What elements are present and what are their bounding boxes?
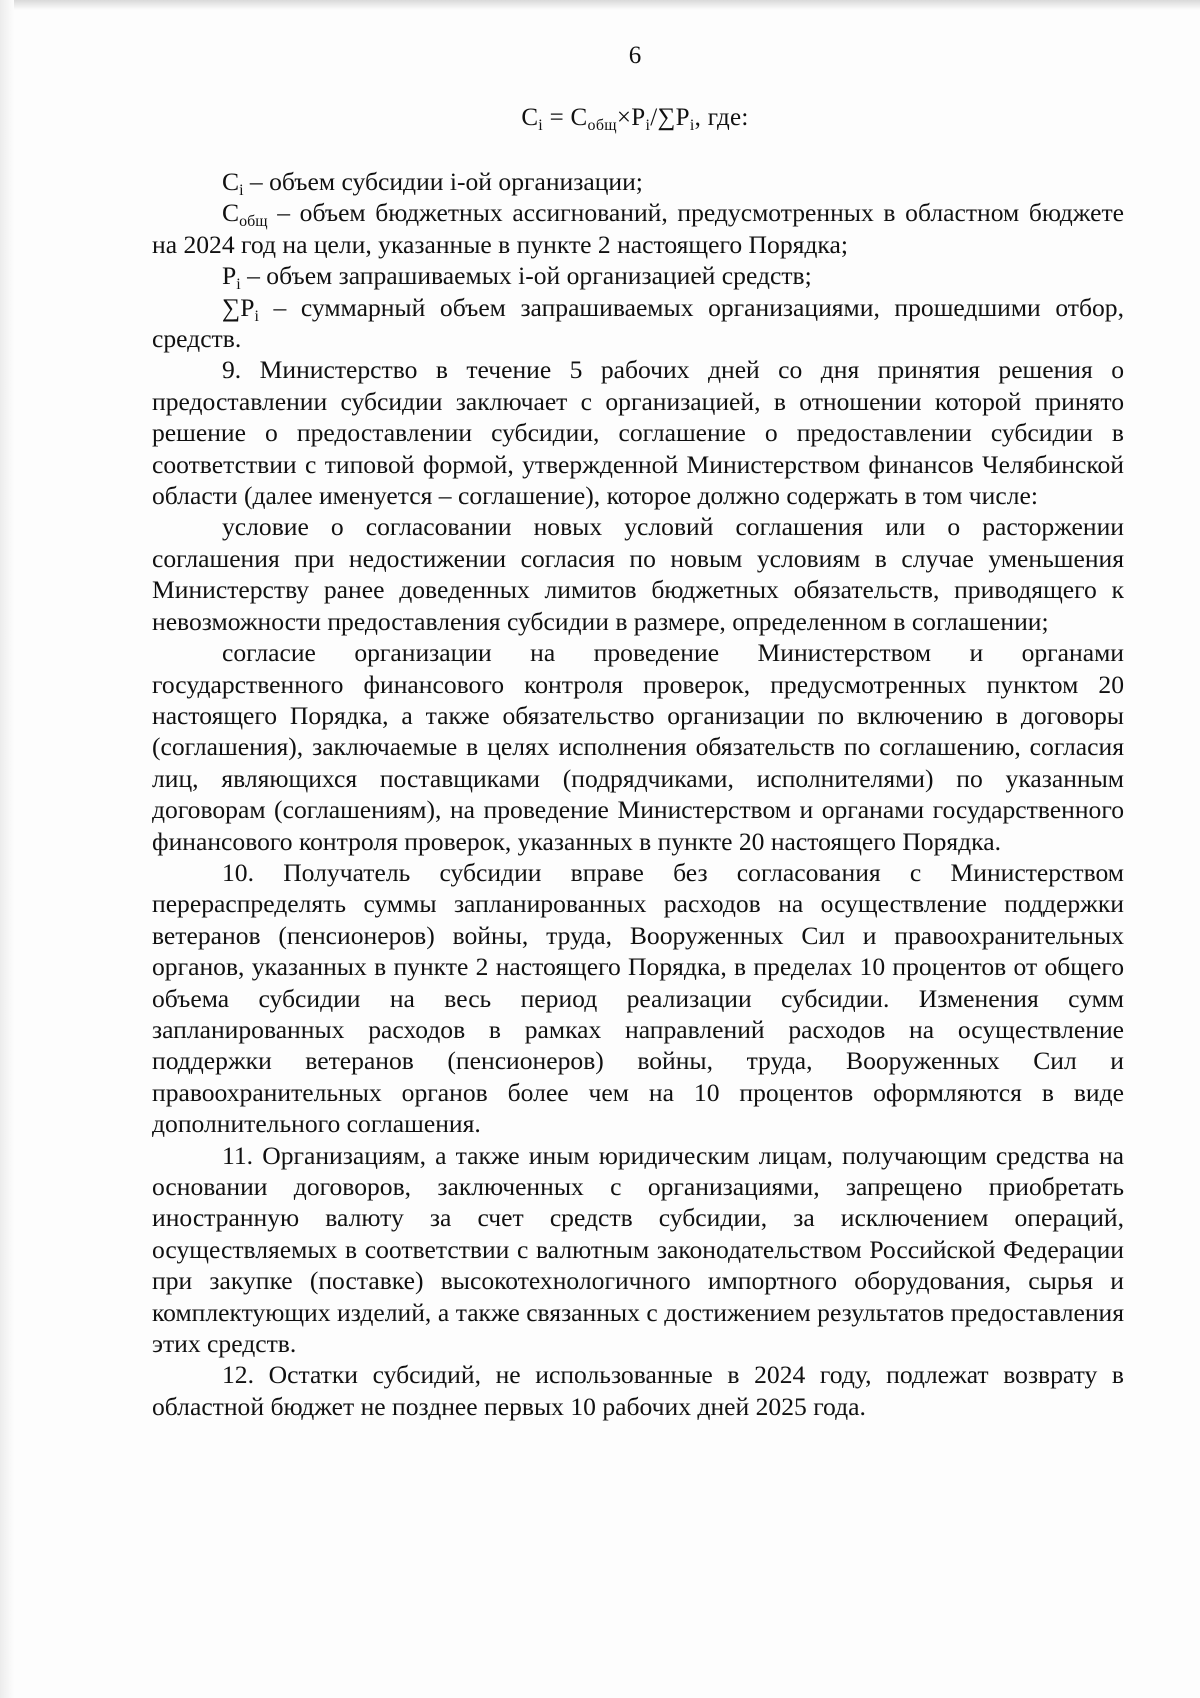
- definition-symbol: C: [222, 198, 240, 228]
- definition-symbol-sub: i: [239, 182, 244, 199]
- paragraph-9-condition: условие о согласовании новых условий соглашения или о расторжении соглашения при недостижении согласия по новым условиям в случае уменьшения Министерству ранее доведенных лимитов бюджетных обязательств, приводящего к невозможности предоставления субсидии в размере, определенном в соглашении;: [152, 512, 1124, 636]
- formula-tail: , где:: [694, 104, 749, 131]
- definition-text: – объем субсидии i-ой организации;: [243, 167, 643, 196]
- formula-sum-p: /∑P: [650, 104, 690, 131]
- paragraph-11: 11. Организациям, а также иным юридическим лицам, получающим средства на основании договоров, заключенных с организациями, запрещено приобретать иностранную валюту за счет средств субсидии, за исключением операций, осуществляемых в соответствии с валютным законодательством Российской Федерации при закупке (поставке) высокотехнологичного импортного оборудования, сырья и комплектующих изделий, а также связанных с достижением результатов предоставления этих средств.: [152, 1140, 1124, 1359]
- scan-edge-top: [0, 0, 1200, 10]
- definition-symbol-sub: i: [236, 276, 241, 294]
- paragraph-9-consent: согласие организации на проведение Министерством и органами государственного финансового контроля проверок, предусмотренных пунктом 20 настоящего Порядка, а также обязательство организации по включению в договоры (соглашения), заключаемые в целях исполнения обязательств по соглашению, согласия лиц, являющихся поставщиками (подрядчиками, исполнителями) по указанным договорам (соглашениям), на проведение Министерством и органами государственного финансового контроля проверок, указанных в пункте 20 настоящего Порядка.: [152, 638, 1124, 856]
- paragraph-9: 9. Министерство в течение 5 рабочих дней со дня принятия решения о предоставлении субсидии заключает с организацией, в отношении которой принято решение о предоставлении субсидии, соглашение о предоставлении субсидии в соответствии с типовой формой, утвержденной Министерством финансов Челябинской области (далее именуется – соглашение), которое должно содержать в том числе:: [152, 355, 1124, 511]
- definition-symbol: ∑P: [222, 292, 255, 322]
- definition-sum-p: [152, 292, 1124, 355]
- definition-symbol-sub: общ: [239, 213, 268, 231]
- formula-c-i: C: [521, 104, 539, 131]
- definition-p-i: [152, 260, 1124, 294]
- definition-c-total: [152, 197, 1124, 260]
- definition-c-i: [152, 166, 1124, 197]
- definition-symbol-sub: i: [254, 307, 259, 325]
- formula-c-total-sub: общ: [587, 117, 617, 134]
- paragraph-10: 10. Получатель субсидии вправе без согласования с Министерством перераспределять суммы запланированных расходов на осуществление поддержки ветеранов (пенсионеров) войны, труда, Вооруженных Сил и правоохранительных органов, указанных в пункте 2 настоящего Порядка, в пределах 10 процентов от общего объема субсидии на весь период реализации субсидии. Изменения сумм запланированных расходов в рамках направлений расходов на осуществление поддержки ветеранов (пенсионеров) войны, труда, Вооруженных Сил и правоохранительных органов более чем на 10 процентов оформляются в виде дополнительного соглашения.: [152, 857, 1124, 1139]
- subsidy-formula: [0, 104, 1200, 132]
- page-number: 6: [628, 42, 642, 69]
- scan-edge-left: [0, 0, 14, 1698]
- formula-p-sub: i: [645, 117, 651, 134]
- formula-c-total: = C: [543, 104, 588, 131]
- definition-symbol: C: [222, 167, 240, 196]
- formula-times-p: ×P: [616, 104, 646, 131]
- paragraph-12: 12. Остатки субсидий, не использованные в 2024 году, подлежат возврату в областной бюджет не позднее первых 10 рабочих дней 2025 года.: [152, 1360, 1124, 1421]
- document-body: [152, 166, 1124, 1422]
- definition-symbol: P: [222, 261, 237, 291]
- formula-c-i-sub: i: [538, 117, 544, 134]
- definition-text: – суммарный объем запрашиваемых организациями, прошедшими отбор, средств.: [152, 292, 1124, 354]
- definition-text: – объем бюджетных ассигнований, предусмотренных в областном бюджете на 2024 год на цели, указанные в пункте 2 настоящего Порядка;: [152, 198, 1124, 259]
- formula-sum-sub: i: [689, 117, 695, 134]
- definition-text: – объем запрашиваемых i-ой организацией средств;: [240, 261, 812, 291]
